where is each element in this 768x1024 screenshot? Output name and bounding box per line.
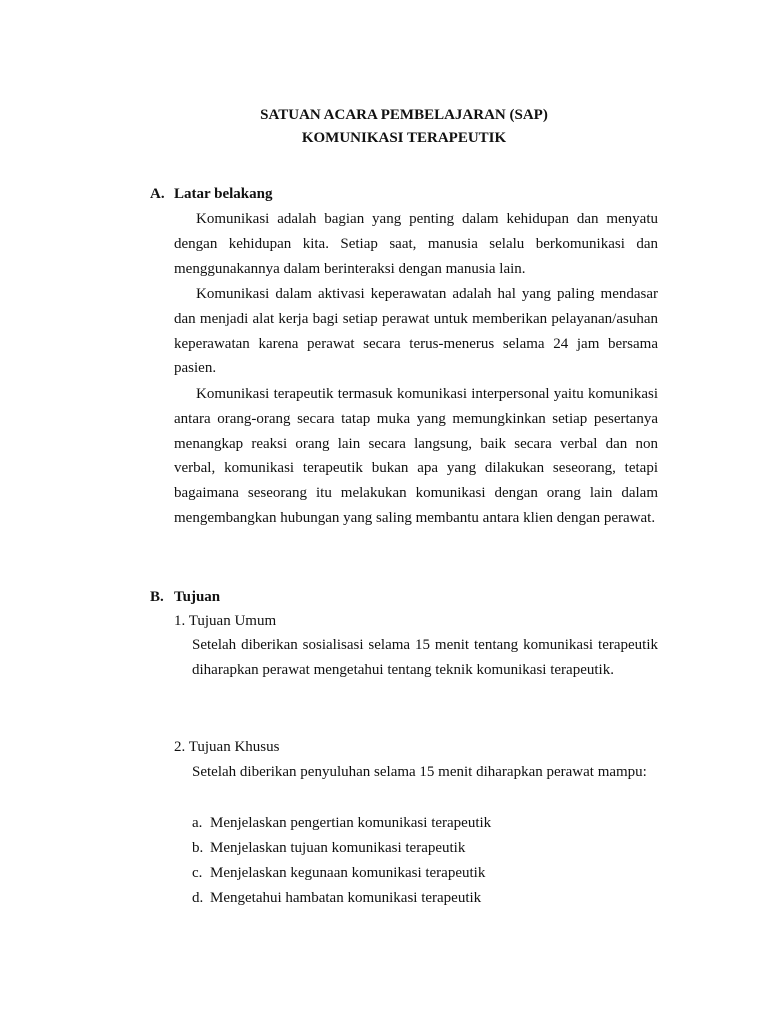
list-item (192, 838, 465, 858)
list-item-text: Menjelaskan pengertian komunikasi terapeutik (210, 815, 492, 831)
tujuan-khusus-text: Setelah diberikan penyuluhan selama 15 menit diharapkan perawat mampu: (192, 764, 647, 780)
list-item-marker: d. (192, 890, 204, 906)
list-item-text: Mengetahui hambatan komunikasi terapeutik (210, 890, 482, 906)
tujuan-khusus-label: 2. Tujuan Khusus (174, 739, 280, 755)
list-item-marker: b. (192, 840, 204, 856)
document-title-line2: KOMUNIKASI TERAPEUTIK (301, 130, 507, 146)
section-a-paragraph-3: Komunikasi terapeutik termasuk komunikasi interpersonal yaitu komunikasi antara orang-orang secara tatap muka yang memungkinkan setiap pesertanya menangkap reaksi orang lain secara langsung, baik secara verbal dan non verbal, komunikasi terapeutik bukan apa yang dilakukan seseorang, tetapi bagaimana seseorang itu melakukan komunikasi dengan orang lain dalam mengembangkan hubungan yang saling membantu antara klien dengan perawat. (174, 386, 658, 526)
list-item (192, 863, 485, 883)
list-item (192, 888, 481, 908)
section-a-paragraph-2: Komunikasi dalam aktivasi keperawatan adalah hal yang paling mendasar dan menjadi alat kerja bagi setiap perawat untuk memberikan pelayanan/asuhan keperawatan karena perawat secara terus-menerus selama 24 jam bersama pasien. (174, 286, 658, 377)
document-title-line1: SATUAN ACARA PEMBELAJARAN (SAP) (260, 107, 548, 123)
list-item-marker: a. (192, 815, 203, 831)
section-a-title: Latar belakang (174, 186, 273, 202)
section-a-paragraph-1: Komunikasi adalah bagian yang penting dalam kehidupan dan menyatu dengan kehidupan kita. Setiap saat, manusia selalu berkomunikasi dan menggunakannya dalam berinteraksi dengan manusia lain. (174, 211, 658, 277)
tujuan-umum-text: Setelah diberikan sosialisasi selama 15 menit tentang komunikasi terapeutik diharapkan perawat mengetahui tentang teknik komunikasi terapeutik. (192, 637, 658, 678)
tujuan-umum-label: 1. Tujuan Umum (174, 613, 277, 629)
list-item (192, 813, 491, 833)
list-item-text: Menjelaskan tujuan komunikasi terapeutik (210, 840, 466, 856)
section-b-title: Tujuan (174, 589, 221, 605)
list-item-marker: c. (192, 865, 203, 881)
section-a-letter: A. (150, 186, 165, 202)
list-item-text: Menjelaskan kegunaan komunikasi terapeutik (210, 865, 486, 881)
section-b-letter: B. (150, 589, 164, 605)
